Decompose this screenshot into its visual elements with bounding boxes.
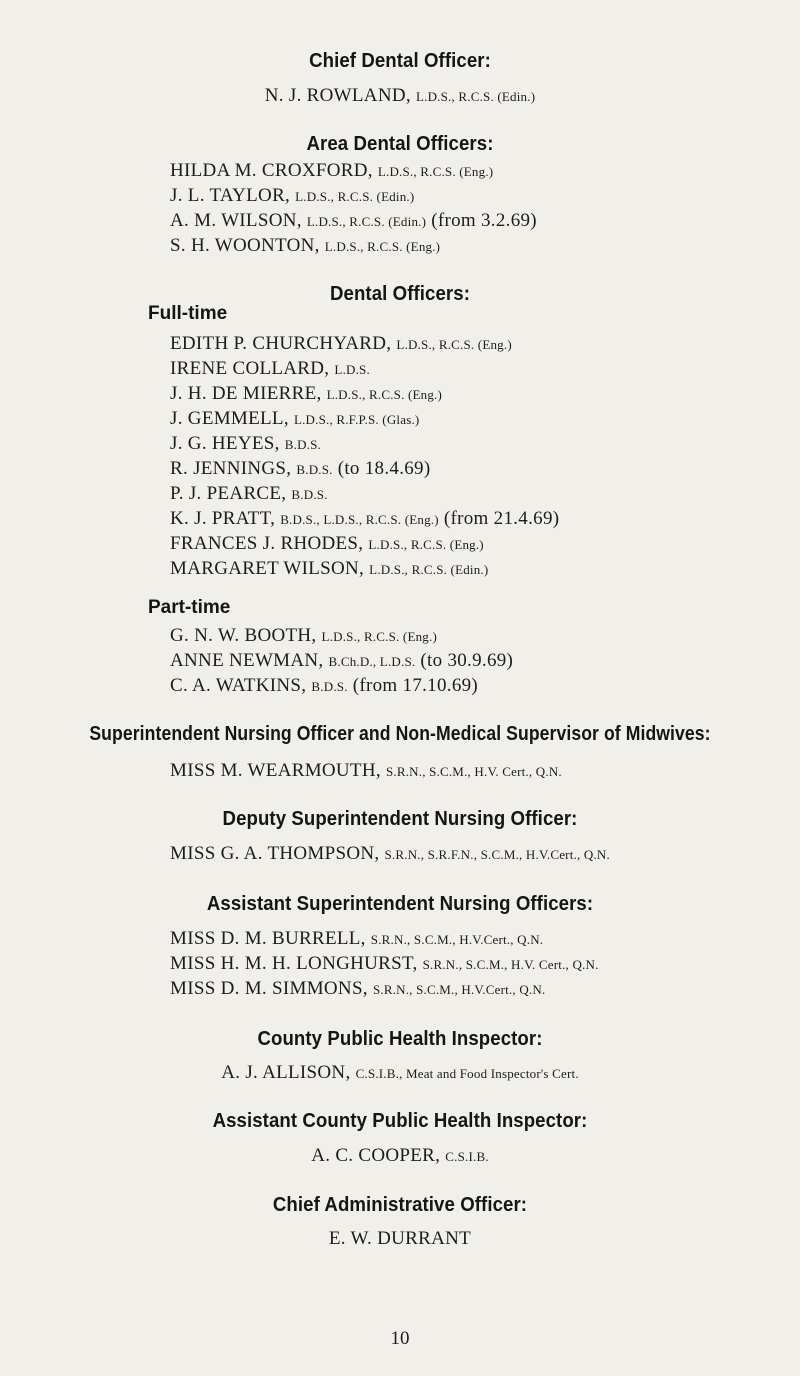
- entry-area-dental-officer: S. H. WOONTON, L.D.S., R.C.S. (Eng.): [170, 235, 441, 256]
- entry-dental-officer: FRANCES J. RHODES, L.D.S., R.C.S. (Eng.): [170, 533, 484, 554]
- entry-dental-officer: J. H. DE MIERRE, L.D.S., R.C.S. (Eng.): [170, 383, 443, 404]
- entry-assistant-superintendent: MISS D. M. SIMMONS, S.R.N., S.C.M., H.V.Cert., Q.N.: [170, 978, 546, 999]
- entry-dental-officer: K. J. PRATT, B.D.S., L.D.S., R.C.S. (Eng.) (from 21.4.69): [170, 508, 560, 529]
- heading-dental-officers: Dental Officers:: [330, 283, 470, 305]
- entry-dental-officer: EDITH P. CHURCHYARD, L.D.S., R.C.S. (Eng.): [170, 333, 512, 354]
- entry-dental-officer: R. JENNINGS, B.D.S. (to 18.4.69): [170, 458, 431, 479]
- subheading-full-time: Full-time: [148, 303, 228, 324]
- entry-deputy-superintendent: MISS G. A. THOMPSON, S.R.N., S.R.F.N., S.C.M., H.V.Cert., Q.N.: [170, 843, 610, 864]
- entry-dental-officer: MARGARET WILSON, L.D.S., R.C.S. (Edin.): [170, 558, 489, 579]
- entry-dental-officer: IRENE COLLARD, L.D.S.: [170, 358, 370, 379]
- heading-deputy-superintendent: Deputy Superintendent Nursing Officer:: [222, 808, 578, 830]
- entry-chief-administrative-officer: E. W. DURRANT: [328, 1228, 472, 1249]
- entry-dental-officer-part-time: G. N. W. BOOTH, L.D.S., R.C.S. (Eng.): [170, 625, 437, 646]
- subheading-part-time: Part-time: [148, 597, 231, 618]
- entry-dental-officer: J. G. HEYES, B.D.S.: [170, 433, 321, 454]
- page-number: 10: [390, 1328, 410, 1349]
- entry-dental-officer-part-time: ANNE NEWMAN, B.Ch.D., L.D.S. (to 30.9.69): [170, 650, 514, 671]
- heading-superintendent-nursing-officer: Superintendent Nursing Officer and Non-Medical Supervisor of Midwives:: [89, 723, 711, 745]
- entry-assistant-superintendent: MISS H. M. H. LONGHURST, S.R.N., S.C.M., H.V. Cert., Q.N.: [170, 953, 599, 974]
- entry-area-dental-officer: HILDA M. CROXFORD, L.D.S., R.C.S. (Eng.): [170, 160, 494, 181]
- heading-county-public-health-inspector: County Public Health Inspector:: [257, 1028, 543, 1050]
- entry-county-public-health-inspector: A. J. ALLISON, C.S.I.B., Meat and Food Inspector's Cert.: [221, 1062, 579, 1083]
- entry-dental-officer: P. J. PEARCE, B.D.S.: [170, 483, 328, 504]
- entry-superintendent-nursing-officer: MISS M. WEARMOUTH, S.R.N., S.C.M., H.V. Cert., Q.N.: [170, 760, 562, 781]
- heading-assistant-county-inspector: Assistant County Public Health Inspector:: [212, 1110, 588, 1132]
- entry-chief-dental-officer: N. J. ROWLAND, L.D.S., R.C.S. (Edin.): [264, 85, 536, 106]
- heading-chief-dental-officer: Chief Dental Officer:: [309, 50, 491, 72]
- entry-assistant-superintendent: MISS D. M. BURRELL, S.R.N., S.C.M., H.V.Cert., Q.N.: [170, 928, 544, 949]
- entry-area-dental-officer: A. M. WILSON, L.D.S., R.C.S. (Edin.) (from 3.2.69): [170, 210, 537, 231]
- entry-assistant-county-inspector: A. C. COOPER, C.S.I.B.: [311, 1145, 489, 1166]
- entry-dental-officer: J. GEMMELL, L.D.S., R.F.P.S. (Glas.): [170, 408, 420, 429]
- entry-dental-officer-part-time: C. A. WATKINS, B.D.S. (from 17.10.69): [170, 675, 479, 696]
- heading-assistant-superintendent: Assistant Superintendent Nursing Officers:: [206, 893, 594, 915]
- heading-area-dental-officers: Area Dental Officers:: [306, 133, 494, 155]
- heading-chief-administrative-officer: Chief Administrative Officer:: [272, 1194, 528, 1216]
- entry-area-dental-officer: J. L. TAYLOR, L.D.S., R.C.S. (Edin.): [170, 185, 415, 206]
